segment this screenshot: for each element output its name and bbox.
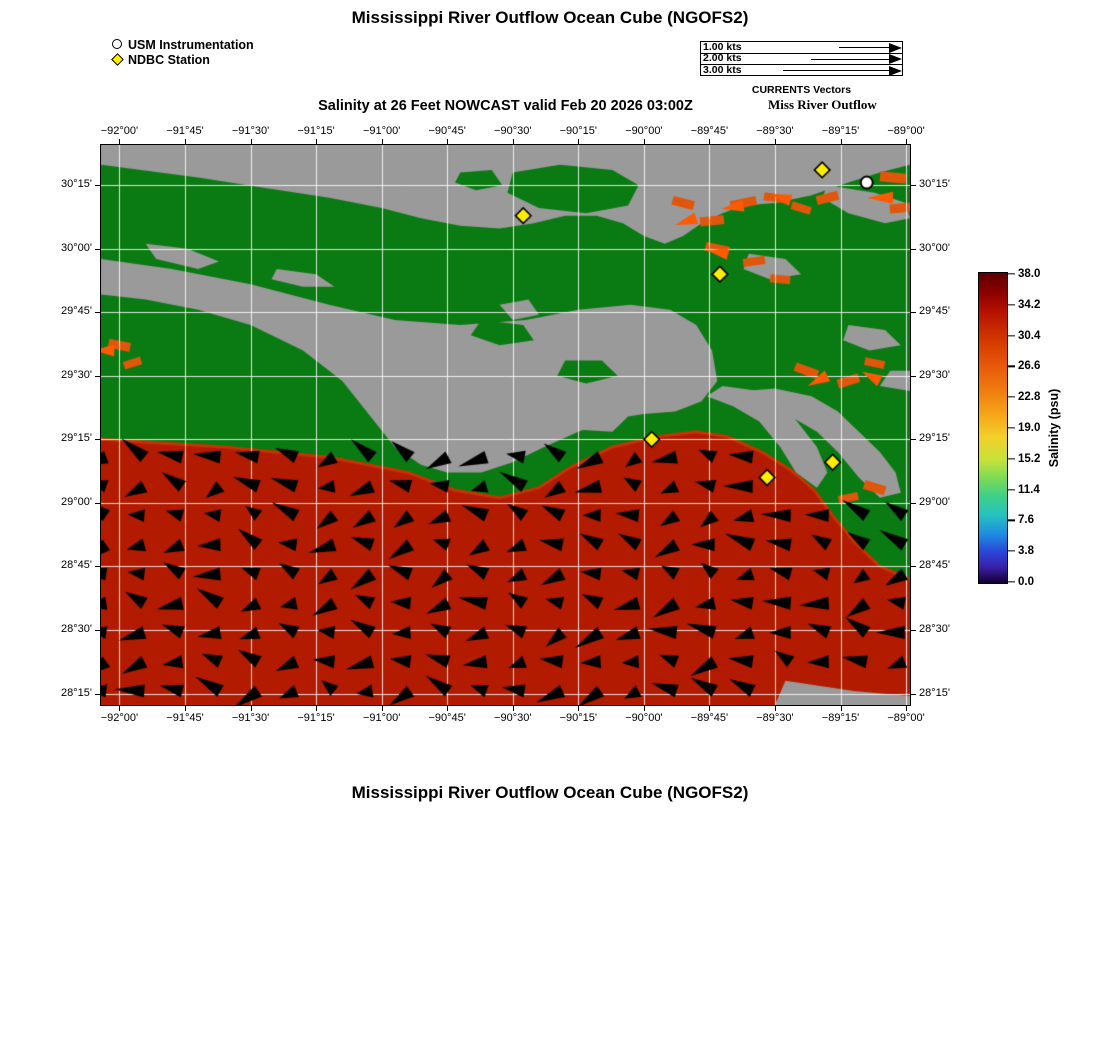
colorbar-gradient bbox=[979, 273, 1007, 583]
station-legend bbox=[110, 38, 254, 68]
colorbar-title: Salinity (psu) bbox=[1047, 388, 1061, 468]
vector-scale-label-3: 3.00 kts bbox=[703, 63, 742, 76]
y-axis-tick bbox=[911, 439, 916, 440]
x-axis-label-bottom: −90°45' bbox=[428, 712, 466, 724]
vector-scale-label-1: 1.00 kts bbox=[703, 40, 742, 53]
colorbar-tick-label: 26.6 bbox=[1018, 360, 1041, 373]
x-axis-tick bbox=[251, 706, 252, 711]
x-axis-tick bbox=[513, 706, 514, 711]
x-axis-tick bbox=[709, 139, 710, 144]
y-axis-tick bbox=[911, 694, 916, 695]
y-axis-tick bbox=[95, 439, 100, 440]
x-axis-label-top: −91°30' bbox=[231, 125, 270, 137]
x-axis-label-top: −89°45' bbox=[690, 125, 729, 137]
vector-arrowhead-3 bbox=[889, 66, 902, 76]
colorbar-tick-label: 19.0 bbox=[1018, 422, 1041, 434]
x-axis-label-top: −89°00' bbox=[887, 125, 925, 137]
y-axis-label-right: 29°00' bbox=[919, 495, 950, 508]
x-axis-label-top: −90°00' bbox=[625, 125, 663, 137]
x-axis-tick bbox=[513, 139, 514, 144]
x-axis-tick bbox=[119, 139, 120, 144]
vector-arrow-3 bbox=[783, 70, 899, 71]
vector-arrowhead-2 bbox=[889, 54, 902, 64]
x-axis-tick bbox=[251, 139, 252, 144]
y-axis-label-left: 29°15' bbox=[61, 432, 92, 445]
x-axis-label-top: −90°45' bbox=[428, 125, 466, 137]
x-axis-label-top: −89°15' bbox=[821, 125, 860, 137]
y-axis-label-right: 30°00' bbox=[919, 241, 950, 254]
x-axis-label-top: −91°00' bbox=[362, 125, 401, 137]
x-axis-tick bbox=[382, 706, 383, 711]
colorbar-tick bbox=[1008, 335, 1015, 336]
x-axis-tick bbox=[841, 706, 842, 711]
y-axis-tick bbox=[95, 630, 100, 631]
colorbar-tick-label: 38.0 bbox=[1018, 268, 1041, 280]
x-axis-tick bbox=[185, 706, 186, 711]
vector-scale-row-3 bbox=[701, 65, 902, 77]
map-plot-area[interactable] bbox=[100, 144, 911, 706]
y-axis-tick bbox=[95, 312, 100, 313]
current-vector-scale bbox=[700, 41, 903, 76]
x-axis-label-bottom: −89°45' bbox=[690, 712, 729, 724]
colorbar-tick-label: 7.6 bbox=[1018, 514, 1034, 527]
colorbar-tick-label: 0.0 bbox=[1018, 576, 1034, 588]
y-axis-label-left: 28°15' bbox=[61, 686, 92, 699]
y-axis-label-left: 28°45' bbox=[61, 559, 92, 572]
outflow-annotation: Miss River Outflow bbox=[768, 97, 877, 112]
x-axis-label-top: −90°15' bbox=[559, 125, 597, 137]
x-axis-label-bottom: −91°30' bbox=[231, 712, 270, 724]
x-axis-tick bbox=[316, 139, 317, 144]
x-axis-label-bottom: −89°30' bbox=[756, 712, 794, 724]
colorbar-tick bbox=[1008, 397, 1015, 398]
y-axis-tick bbox=[911, 630, 916, 631]
x-axis-tick bbox=[906, 139, 907, 144]
y-axis-label-right: 29°30' bbox=[919, 368, 950, 381]
x-axis-tick bbox=[447, 139, 448, 144]
x-axis-tick bbox=[382, 139, 383, 144]
legend-item-ndbc bbox=[110, 53, 254, 67]
x-axis-label-bottom: −92°00' bbox=[100, 712, 139, 724]
y-axis-label-right: 28°30' bbox=[919, 623, 950, 635]
y-axis-tick bbox=[95, 566, 100, 567]
legend-label-ndbc: NDBC Station bbox=[128, 53, 210, 67]
x-axis-label-bottom: −90°30' bbox=[494, 712, 532, 724]
colorbar-tick bbox=[1008, 458, 1015, 459]
x-axis-label-bottom: −91°45' bbox=[166, 712, 204, 724]
x-axis-tick bbox=[447, 706, 448, 711]
map-subtitle: Salinity at 26 Feet NOWCAST valid Feb 20 2026 03:00Z bbox=[318, 98, 693, 114]
x-axis-label-top: −91°45' bbox=[166, 125, 204, 137]
x-axis-tick bbox=[578, 139, 579, 144]
vector-arrow-2 bbox=[811, 59, 899, 60]
y-axis-tick bbox=[911, 503, 916, 504]
colorbar-tick bbox=[1008, 366, 1015, 367]
y-axis-label-right: 29°15' bbox=[919, 432, 950, 445]
x-axis-label-top: −90°30' bbox=[494, 125, 532, 137]
colorbar-tick bbox=[1008, 551, 1015, 552]
x-axis-label-top: −89°30' bbox=[756, 125, 794, 137]
colorbar-tick bbox=[1008, 304, 1015, 305]
y-axis-label-left: 29°45' bbox=[61, 305, 92, 318]
x-axis-tick bbox=[316, 706, 317, 711]
y-axis-tick bbox=[95, 249, 100, 250]
x-axis-tick bbox=[644, 706, 645, 711]
y-axis-tick bbox=[95, 503, 100, 504]
x-axis-label-bottom: −90°15' bbox=[559, 712, 597, 724]
y-axis-tick bbox=[911, 566, 916, 567]
x-axis-tick bbox=[775, 706, 776, 711]
map-canvas bbox=[101, 145, 910, 705]
y-axis-tick bbox=[95, 376, 100, 377]
legend-item-usm bbox=[110, 38, 254, 52]
x-axis-label-top: −91°15' bbox=[297, 125, 335, 137]
diamond-marker-icon bbox=[110, 53, 128, 67]
y-axis-label-left: 30°15' bbox=[61, 178, 92, 191]
y-axis-tick bbox=[911, 185, 916, 186]
x-axis-label-bottom: −91°15' bbox=[297, 712, 335, 724]
y-axis-label-left: 28°30' bbox=[61, 623, 92, 635]
x-axis-label-bottom: −89°00' bbox=[887, 712, 925, 724]
x-axis-label-bottom: −89°15' bbox=[821, 712, 860, 724]
colorbar-tick bbox=[1008, 581, 1015, 582]
colorbar-tick bbox=[1008, 520, 1015, 521]
y-axis-label-right: 28°45' bbox=[919, 559, 950, 572]
y-axis-label-left: 29°00' bbox=[61, 495, 92, 508]
y-axis-tick bbox=[911, 249, 916, 250]
y-axis-label-right: 30°15' bbox=[919, 178, 950, 191]
colorbar-tick-label: 11.4 bbox=[1018, 483, 1040, 496]
x-axis-label-bottom: −90°00' bbox=[625, 712, 663, 724]
y-axis-tick bbox=[95, 694, 100, 695]
x-axis-tick bbox=[841, 139, 842, 144]
colorbar bbox=[978, 272, 1008, 584]
x-axis-tick bbox=[775, 139, 776, 144]
colorbar-tick-label: 3.8 bbox=[1018, 545, 1034, 558]
y-axis-tick bbox=[911, 312, 916, 313]
legend-label-usm: USM Instrumentation bbox=[128, 38, 254, 52]
y-axis-tick bbox=[95, 185, 100, 186]
colorbar-tick-label: 15.2 bbox=[1018, 452, 1041, 465]
y-axis-label-left: 30°00' bbox=[61, 241, 92, 254]
x-axis-tick bbox=[185, 139, 186, 144]
vector-arrowhead-1 bbox=[889, 43, 902, 53]
vector-scale-label-2: 2.00 kts bbox=[703, 52, 742, 65]
colorbar-tick-label: 34.2 bbox=[1018, 298, 1041, 311]
colorbar-tick bbox=[1008, 273, 1015, 274]
vector-scale-caption: CURRENTS Vectors bbox=[751, 84, 852, 96]
y-axis-label-right: 29°45' bbox=[919, 305, 950, 318]
x-axis-tick bbox=[578, 706, 579, 711]
x-axis-tick bbox=[709, 706, 710, 711]
colorbar-tick-label: 22.8 bbox=[1018, 391, 1041, 404]
y-axis-tick bbox=[911, 376, 916, 377]
x-axis-label-top: −92°00' bbox=[100, 125, 139, 137]
y-axis-label-left: 29°30' bbox=[61, 368, 92, 381]
x-axis-tick bbox=[906, 706, 907, 711]
page-title: Mississippi River Outflow Ocean Cube (NGOFS2) bbox=[351, 8, 749, 27]
colorbar-tick bbox=[1008, 489, 1015, 490]
footer-title: Mississippi River Outflow Ocean Cube (NGOFS2) bbox=[351, 783, 749, 802]
circle-marker-icon bbox=[110, 38, 128, 52]
x-axis-tick bbox=[644, 139, 645, 144]
y-axis-label-right: 28°15' bbox=[919, 686, 950, 699]
x-axis-tick bbox=[119, 706, 120, 711]
colorbar-tick bbox=[1008, 427, 1015, 428]
colorbar-tick-label: 30.4 bbox=[1018, 329, 1041, 342]
x-axis-label-bottom: −91°00' bbox=[362, 712, 401, 724]
